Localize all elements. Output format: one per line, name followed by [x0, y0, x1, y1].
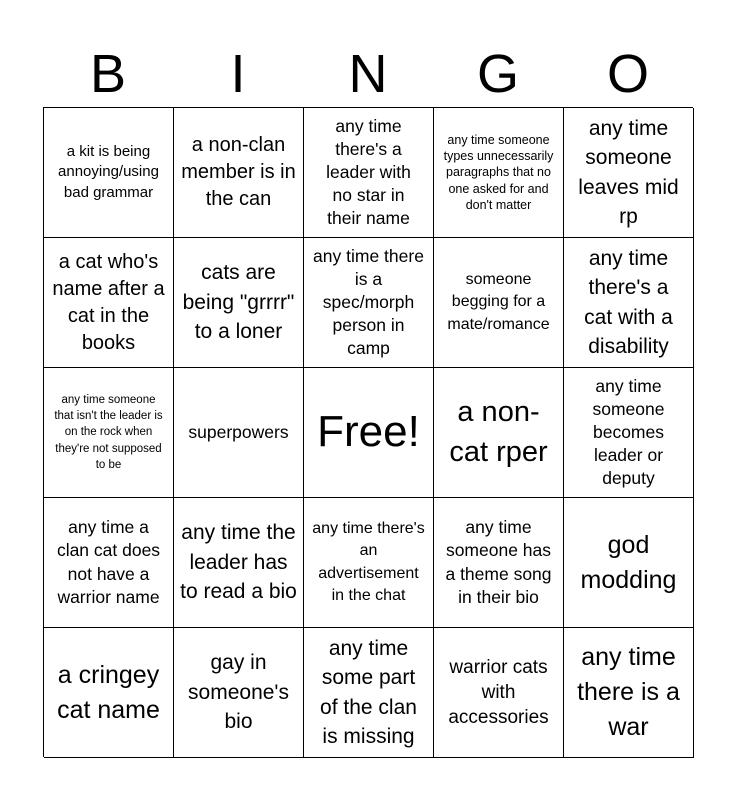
bingo-cell[interactable]	[564, 368, 694, 498]
bingo-cell[interactable]	[174, 628, 304, 758]
bingo-cell-text: a non-clan member is in the can	[181, 134, 296, 210]
bingo-cell-text: any time there's a leader with no star in their name	[326, 115, 411, 229]
bingo-cell[interactable]	[44, 108, 174, 238]
bingo-cell[interactable]	[174, 368, 304, 498]
header-letter-n: N	[348, 44, 388, 104]
bingo-cell-text: god modding	[580, 530, 677, 594]
bingo-cell-text: any time someone has a theme song in their bio	[445, 517, 552, 607]
bingo-cell-text: a cringey cat name	[57, 660, 160, 724]
bingo-cell-text: a kit is being annoying/using bad grammar	[58, 143, 159, 201]
header-letter-i: I	[230, 44, 246, 104]
bingo-card-grid	[43, 107, 693, 757]
bingo-cell-text: any time a clan cat does not have a warrior name	[56, 517, 161, 607]
bingo-cell[interactable]	[564, 238, 694, 368]
bingo-cell-text: any time someone becomes leader or deputy	[592, 375, 665, 489]
bingo-cell[interactable]	[434, 368, 564, 498]
free-space-label: Free!	[317, 407, 420, 457]
bingo-cell[interactable]	[304, 628, 434, 758]
bingo-cell[interactable]	[44, 238, 174, 368]
header-letter-b: B	[89, 44, 127, 104]
bingo-cell[interactable]	[564, 108, 694, 238]
bingo-cell-text: any time there's a cat with a disability	[584, 246, 673, 358]
bingo-cell-text: any time someone that isn't the leader is on the rock when they're not supposed to be	[54, 394, 163, 471]
bingo-header	[43, 40, 693, 108]
bingo-cell-text: any time someone leaves mid rp	[578, 116, 679, 228]
bingo-cell-text: a non-cat rper	[449, 396, 548, 468]
bingo-cell-text: any time there is a war	[577, 643, 680, 741]
bingo-cell[interactable]	[174, 498, 304, 628]
bingo-cell[interactable]	[434, 498, 564, 628]
bingo-cell-text: a cat who's name after a cat in the books	[52, 250, 165, 354]
bingo-cell[interactable]	[304, 108, 434, 238]
bingo-cell[interactable]	[434, 238, 564, 368]
bingo-cell-text: any time there's an advertisement in the chat	[312, 519, 425, 604]
header-letter-o: O	[606, 44, 649, 104]
bingo-cell-text: any time some part of the clan is missing	[320, 636, 417, 748]
bingo-cell[interactable]	[44, 498, 174, 628]
bingo-cell[interactable]	[304, 498, 434, 628]
bingo-cell[interactable]	[564, 498, 694, 628]
bingo-cell-text: superpowers	[188, 421, 289, 442]
bingo-cell[interactable]	[44, 628, 174, 758]
bingo-cell-text: any time there is a spec/morph person in camp	[313, 245, 424, 359]
bingo-cell[interactable]	[304, 238, 434, 368]
bingo-cell[interactable]	[174, 108, 304, 238]
bingo-cell-text: warrior cats with accessories	[448, 656, 549, 729]
bingo-cell[interactable]	[434, 108, 564, 238]
bingo-cell[interactable]	[174, 238, 304, 368]
bingo-cell-text: someone begging for a mate/romance	[447, 270, 550, 333]
bingo-cell-text: gay in someone's bio	[188, 651, 289, 734]
header-letter-g: G	[476, 44, 519, 104]
bingo-cell[interactable]	[564, 628, 694, 758]
bingo-cell-text: any time the leader has to read a bio	[180, 521, 297, 604]
bingo-cell[interactable]	[44, 368, 174, 498]
bingo-free-cell[interactable]	[304, 368, 434, 498]
bingo-cell[interactable]	[434, 628, 564, 758]
bingo-cell-text: any time someone types unnecessarily paragraphs that no one asked for and don't matter	[443, 132, 554, 212]
bingo-cell-text: cats are being "grrrr" to a loner	[182, 261, 295, 344]
